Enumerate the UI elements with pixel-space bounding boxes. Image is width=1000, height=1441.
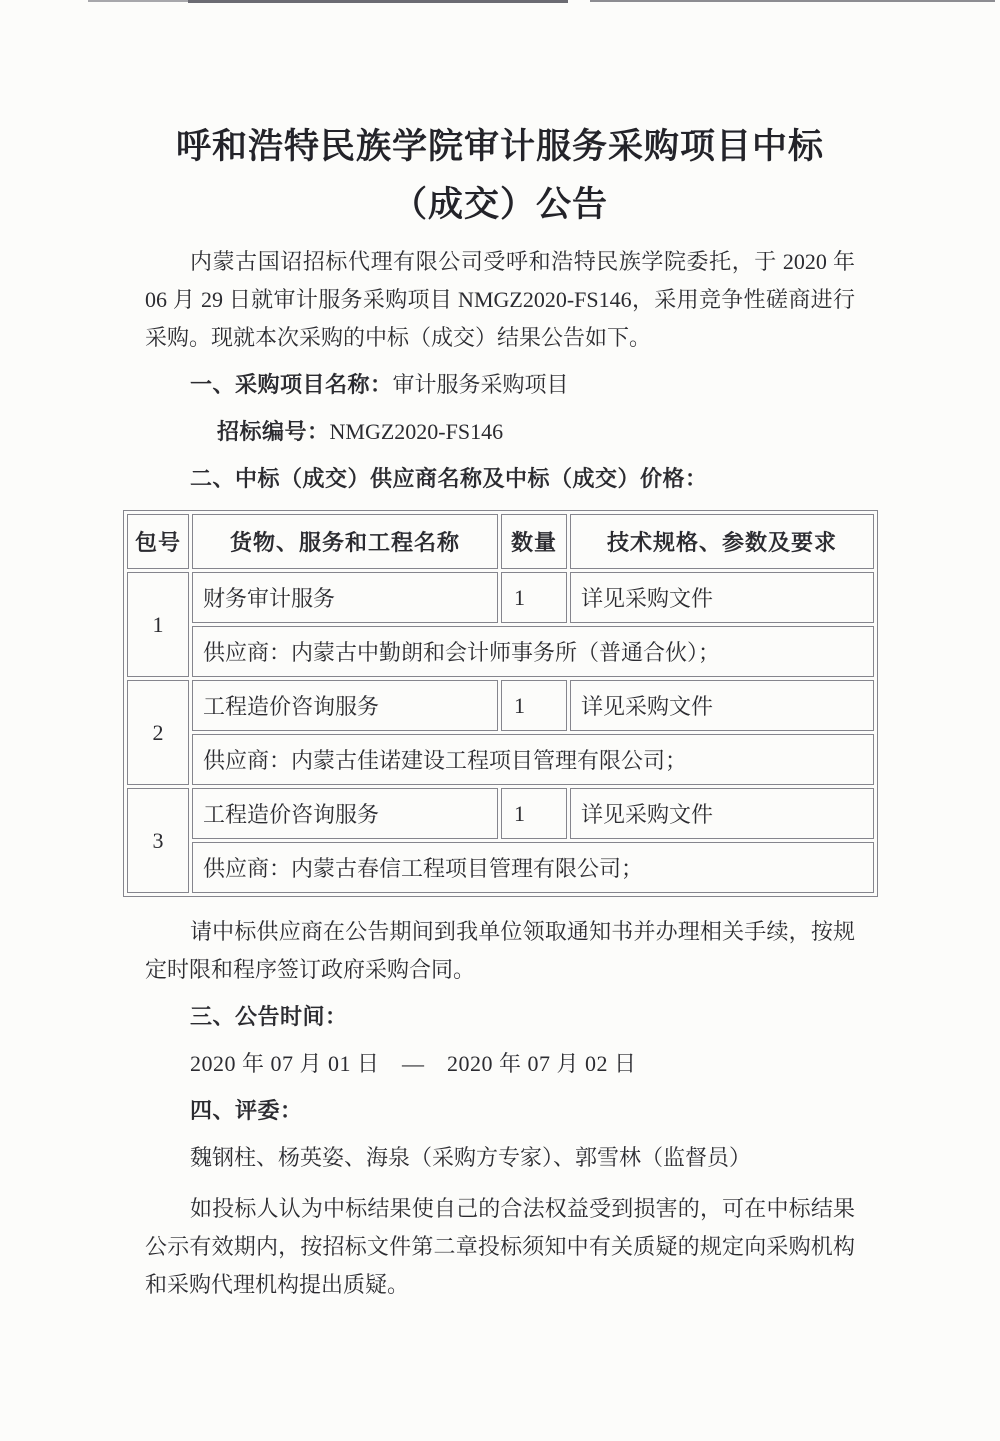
tender-number-label: 招标编号： (217, 419, 330, 444)
announcement-period: 2020 年 07 月 01 日 — 2020 年 07 月 02 日 (190, 1051, 637, 1076)
scan-edge-segment (590, 0, 995, 2)
package-number: 1 (127, 572, 189, 677)
tender-number-line (145, 413, 855, 451)
title-line-2: （成交）公告 (391, 185, 608, 224)
package-number: 2 (127, 680, 189, 785)
service-qty: 1 (501, 788, 567, 839)
page-title (0, 118, 1000, 234)
service-spec: 详见采购文件 (570, 572, 874, 623)
table-row-supplier (127, 626, 874, 677)
intro-paragraph: 内蒙古国诏招标代理有限公司受呼和浩特民族学院委托，于 2020 年 06 月 29 日就审计服务采购项目 NMGZ2020-FS146，采用竞争性磋商进行采购。现就本次采购的中标（成交）结果公告如下。 (145, 249, 855, 350)
notice-paragraph: 请中标供应商在公告期间到我单位领取通知书并办理相关手续，按规定时限和程序签订政府采购合同。 (145, 919, 855, 982)
section-2-label: 二、中标（成交）供应商名称及中标（成交）价格： (190, 466, 708, 491)
section-3-heading (145, 998, 855, 1036)
service-qty: 1 (501, 572, 567, 623)
section-2-heading (145, 460, 855, 498)
table-row-supplier (127, 842, 874, 893)
scan-edge-artifact (0, 0, 1000, 5)
service-name: 工程造价咨询服务 (192, 680, 498, 731)
header-package: 包号 (127, 514, 189, 569)
service-spec: 详见采购文件 (570, 680, 874, 731)
section-4-heading (145, 1092, 855, 1130)
service-name: 财务审计服务 (192, 572, 498, 623)
judges-line: 魏钢柱、杨英姿、海泉（采购方专家）、郭雪林（监督员） (190, 1145, 752, 1170)
table-row (127, 680, 874, 731)
section-1-heading (145, 366, 855, 404)
service-qty: 1 (501, 680, 567, 731)
service-name: 工程造价咨询服务 (192, 788, 498, 839)
document-body (0, 243, 1000, 1304)
header-spec: 技术规格、参数及要求 (570, 514, 874, 569)
table-row-supplier (127, 734, 874, 785)
header-qty: 数量 (501, 514, 567, 569)
award-table (123, 510, 878, 897)
tender-number-value: NMGZ2020-FS146 (329, 419, 504, 444)
section-1-value: 审计服务采购项目 (392, 372, 569, 397)
scan-edge-segment (188, 0, 568, 3)
section-1-label: 一、采购项目名称： (190, 372, 393, 397)
supplier-cell: 供应商：内蒙古佳诺建设工程项目管理有限公司； (192, 734, 874, 785)
award-table-header-row (127, 514, 874, 569)
supplier-cell: 供应商：内蒙古春信工程项目管理有限公司； (192, 842, 874, 893)
header-name: 货物、服务和工程名称 (192, 514, 498, 569)
scan-edge-segment (88, 0, 188, 2)
service-spec: 详见采购文件 (570, 788, 874, 839)
package-number: 3 (127, 788, 189, 893)
table-row (127, 788, 874, 839)
title-line-1: 呼和浩特民族学院审计服务采购项目中标 (175, 127, 824, 166)
dispute-paragraph: 如投标人认为中标结果使自己的合法权益受到损害的，可在中标结果公示有效期内，按招标文件第二章投标须知中有关质疑的规定向采购机构和采购代理机构提出质疑。 (145, 1196, 855, 1297)
table-row (127, 572, 874, 623)
supplier-cell: 供应商：内蒙古中勤朗和会计师事务所（普通合伙）； (192, 626, 874, 677)
section-4-label: 四、评委： (190, 1098, 303, 1123)
section-3-label: 三、公告时间： (190, 1004, 348, 1029)
